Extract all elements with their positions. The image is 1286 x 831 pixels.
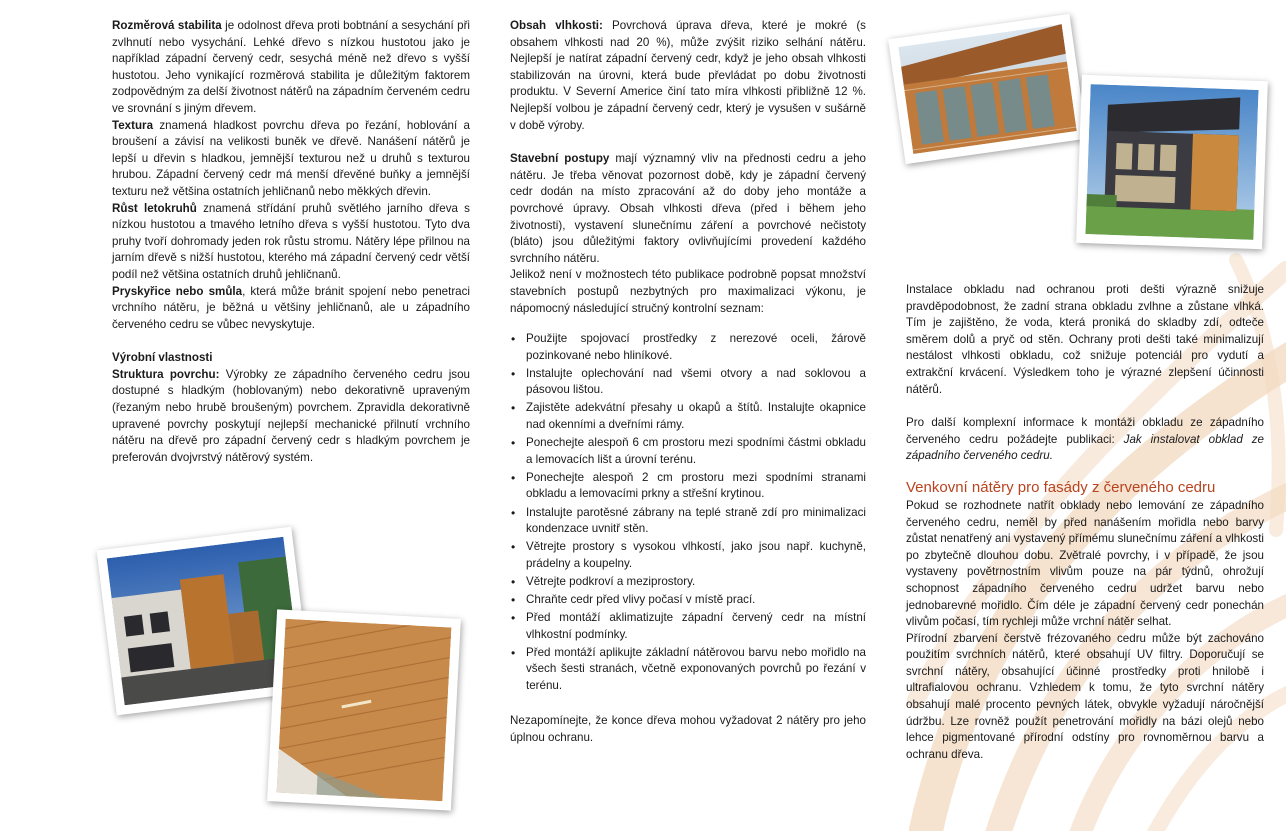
list-item: • Před montáží aklimatizujte západní červený cedr na místní vlhkostní podmínky.: [510, 610, 866, 643]
paragraph-growth-rings: [112, 201, 470, 284]
term: Rozměrová stabilita: [112, 19, 222, 32]
paragraph-natural-finish: Přírodní zbarvení čerstvě frézovaného cedru může být zachováno použitím svrchních nátěrů, které obsahují UV filtry. Doporučují se svrchní nátěry, obsahující účinné prostředky proti hnilobě i ultrafialovou ochranu. Vzhledem k tomu, že tyto svrchní nátěry obsahují malé procento pevných látek, obvykle vyžadují náročnější údržbu. Lze rovněž použít penetrování mořidly na bázi olejů nebo lehce pigmentované přírodní odstíny pro rovnoměrnou barvu a ochranu dřeva.: [906, 631, 1264, 761]
column-left: [112, 18, 470, 466]
list-item: • Instalujte parotěsné zábrany na teplé straně zdí pro minimalizaci kondenzace uvnitř stěn.: [510, 505, 866, 538]
list-item: • Před montáží aplikujte základní nátěrovou barvu nebo mořidlo na všech šesti stranách, včetně exponovaných povrchů po řezání v terénu.: [510, 645, 866, 695]
paragraph-text: Výrobky ze západního červeného cedru jsou dostupné s hladkým (hoblovaným) nebo dekorativně upraveným (řezaným nebo hrubě broušeným) povrchem. Zpravidla dekorativně upravené povrchy poskytují nejlepší mechanické přilnutí vrchního nátěru na dřevě pro západní červený cedr s hladkým povrchem je preferován dvojvrstvý nátěrový systém.: [112, 367, 470, 464]
term: Pryskyřice nebo smůla: [112, 284, 243, 298]
paragraph-text: mají významný vliv na přednosti cedru a jeho nátěru. Je třeba věnovat pozornost době, kdy je západní červený cedr dodán na místo zpracování až do doby jeho montáže a povrchové úpravy. Obsah vlhkosti dřeva (před i během jeho životnosti), vystavení slunečnímu záření a povrchové nečistoty (bláto) jsou důležitými faktory ovlivňujícími provedení každého svrchního nátěru.: [510, 152, 866, 265]
paragraph-dimensional-stability: [112, 18, 470, 118]
paragraph-coating-intro: Pokud se rozhodnete natřít obklady nebo lemování ze západního červeného cedru, neměl by před nanášením mořidla nebo barvy zůstat nenatřený ani vystavený přímému slunečnímu záření a vlhkosti po zbytečně dlouhou dobu. Zvětralé povrchy, i v případě, že jsou vystaveny povětrnostním vlivům pouze na pár týdnů, ohrožují schopnost západního červeného cedru udržet barvu nebo jednobarevné mořidlo. Čím déle je západní červený cedr ponechán vlivům počasí, tím rychleji může vrchní nátěr selhat.: [906, 498, 1264, 629]
paragraph-rainscreen: Instalace obkladu nad ochranou proti dešti výrazně snižuje pravděpodobnost, že zadní strana obkladu zvlhne a zůstane vlhká. Tím je zajištěno, že voda, která proniká do skladby zdí, odteče směrem dolů a pryč od stěn. Ochrany proti dešti také minimalizují nestálost vlhkosti obkladu, což snižuje potenciál pro vydutí a extrakční krvácení. Výsledkem toho je výrazné zlepšení účinnosti nátěrů.: [906, 283, 1264, 396]
term: Textura: [112, 118, 154, 132]
list-item: • Ponechejte alespoň 6 cm prostoru mezi spodními částmi obkladu a lemovacích lišt a úrovní terénu.: [510, 435, 866, 468]
list-item: • Chraňte cedr před vlivy počasí v místě prací.: [510, 592, 866, 609]
publication-title: Jak instalovat obklad ze západního červeného cedru.: [906, 432, 1264, 463]
paragraph-texture: [112, 118, 470, 201]
paragraph-checklist-intro: Jelikož není v možnostech této publikace podrobně popsat množství stavebních postupů nezbytných pro maximalizaci výkonu, je nápomocný následující stručný kontrolní seznam:: [510, 268, 866, 315]
paragraph-further-info: [906, 415, 1264, 465]
section-heading-exterior-coatings: Venkovní nátěry pro fasády z červeného cedru: [906, 478, 1216, 496]
heading-manufacturing: [112, 350, 470, 367]
list-item: • Ponechejte alespoň 2 cm prostoru mezi spodními stranami obkladu a lemovacími prkny a střešní krytinou.: [510, 470, 866, 503]
paragraph-construction-practices: [510, 151, 866, 267]
paragraph-text: , která může bránit spojení nebo penetraci vrchního nátěru, je běžná u většiny jehličnanů, ale u západního červeného cedru se vůbec nevyskytuje.: [112, 284, 470, 331]
list-item: • Větrejte podkroví a meziprostory.: [510, 574, 866, 591]
paragraph-end-grain: Nezapomínejte, že konce dřeva mohou vyžadovat 2 nátěry pro jeho úplnou ochranu.: [510, 714, 866, 744]
heading-text: Výrobní vlastnosti: [112, 351, 213, 365]
paragraph-moisture-content: [510, 18, 866, 134]
list-item: • Instalujte oplechování nad všemi otvory a nad soklovou a pásovou lištou.: [510, 366, 866, 399]
column-middle: [510, 18, 866, 746]
paragraph-text: znamená hladkost povrchu dřeva po řezání, hoblování a broušení a závisí na velikosti buněk ve dřevě. Nanášení nátěrů je lepší u dřevin s hladkou, jemnější texturou než u druhů s texturou hrubou. Západní červený cedr má menší dřevěné buňky a jemnější texturu než většina ostatních jehličnanů nebo měkkých dřevin.: [112, 118, 470, 198]
construction-checklist: [510, 331, 866, 694]
photo-cedar-soffit: [267, 609, 461, 810]
photo-modern-house-dark: [1076, 75, 1268, 249]
paragraph-text: Pro další komplexní informace k montáži obkladu ze západního červeného cedru požádejte publikaci:: [906, 416, 1264, 446]
paragraph-text: znamená střídání pruhů světlého jarního dřeva s nízkou hustotou a tmavého letního dřeva s vyšší hustotou. Tyto dva pruhy tvoří dohromady jeden rok růstu stromu. Nátěry lépe přilnou na jarním dřevě s nižší hustotou, kterého má západní červený cedr větší podíl než většina ostatních druhů jehličnanů.: [112, 201, 470, 281]
list-item: • Větrejte prostory s vysokou vlhkostí, jako jsou např. kuchyně, prádelny a koupelny.: [510, 539, 866, 572]
list-item: • Použijte spojovací prostředky z nerezové oceli, žárově pozinkované nebo hliníkové.: [510, 331, 866, 364]
list-item: • Zajistěte adekvátní přesahy u okapů a štítů. Instalujte okapnice nad okenními a dveřními rámy.: [510, 400, 866, 433]
photo-cedar-house-glass: [888, 14, 1087, 164]
term: Obsah vlhkosti:: [510, 19, 603, 32]
term: Růst letokruhů: [112, 201, 197, 215]
term: Stavební postupy: [510, 152, 610, 166]
paragraph-text: je odolnost dřeva proti bobtnání a sesychání při zvlhnutí nebo vysychání. Lehké dřevo s nízkou hustotou jako je například západní červený cedr, sesychá méně než dřevo s vyšší hustotou. Jeho vynikající rozměrová stabilita je důležitým faktorem zodpovědným za delší životnost nátěrů na západním červeném cedru ve srovnání s jiným dřevem.: [112, 19, 471, 115]
term: Struktura povrchu:: [112, 367, 220, 381]
column-right: [906, 282, 1264, 763]
paragraph-resin: [112, 284, 470, 334]
paragraph-text: Povrchová úprava dřeva, které je mokré (s obsahem vlhkosti nad 20 %), může zvýšit riziko selhání nátěru. Nejlepší je natírat západní červený cedr, když je jeho obsah vlhkosti stabilizován na úrovni, která bude převládat po dobu životnosti produktu. V Severní Americe činí tato míra vlhkosti přibližně 12 %. Nejlepší volbou je západní červený cedr, který je vysušen v sušárně v době výroby.: [510, 19, 866, 132]
paragraph-surface-structure: [112, 367, 470, 467]
